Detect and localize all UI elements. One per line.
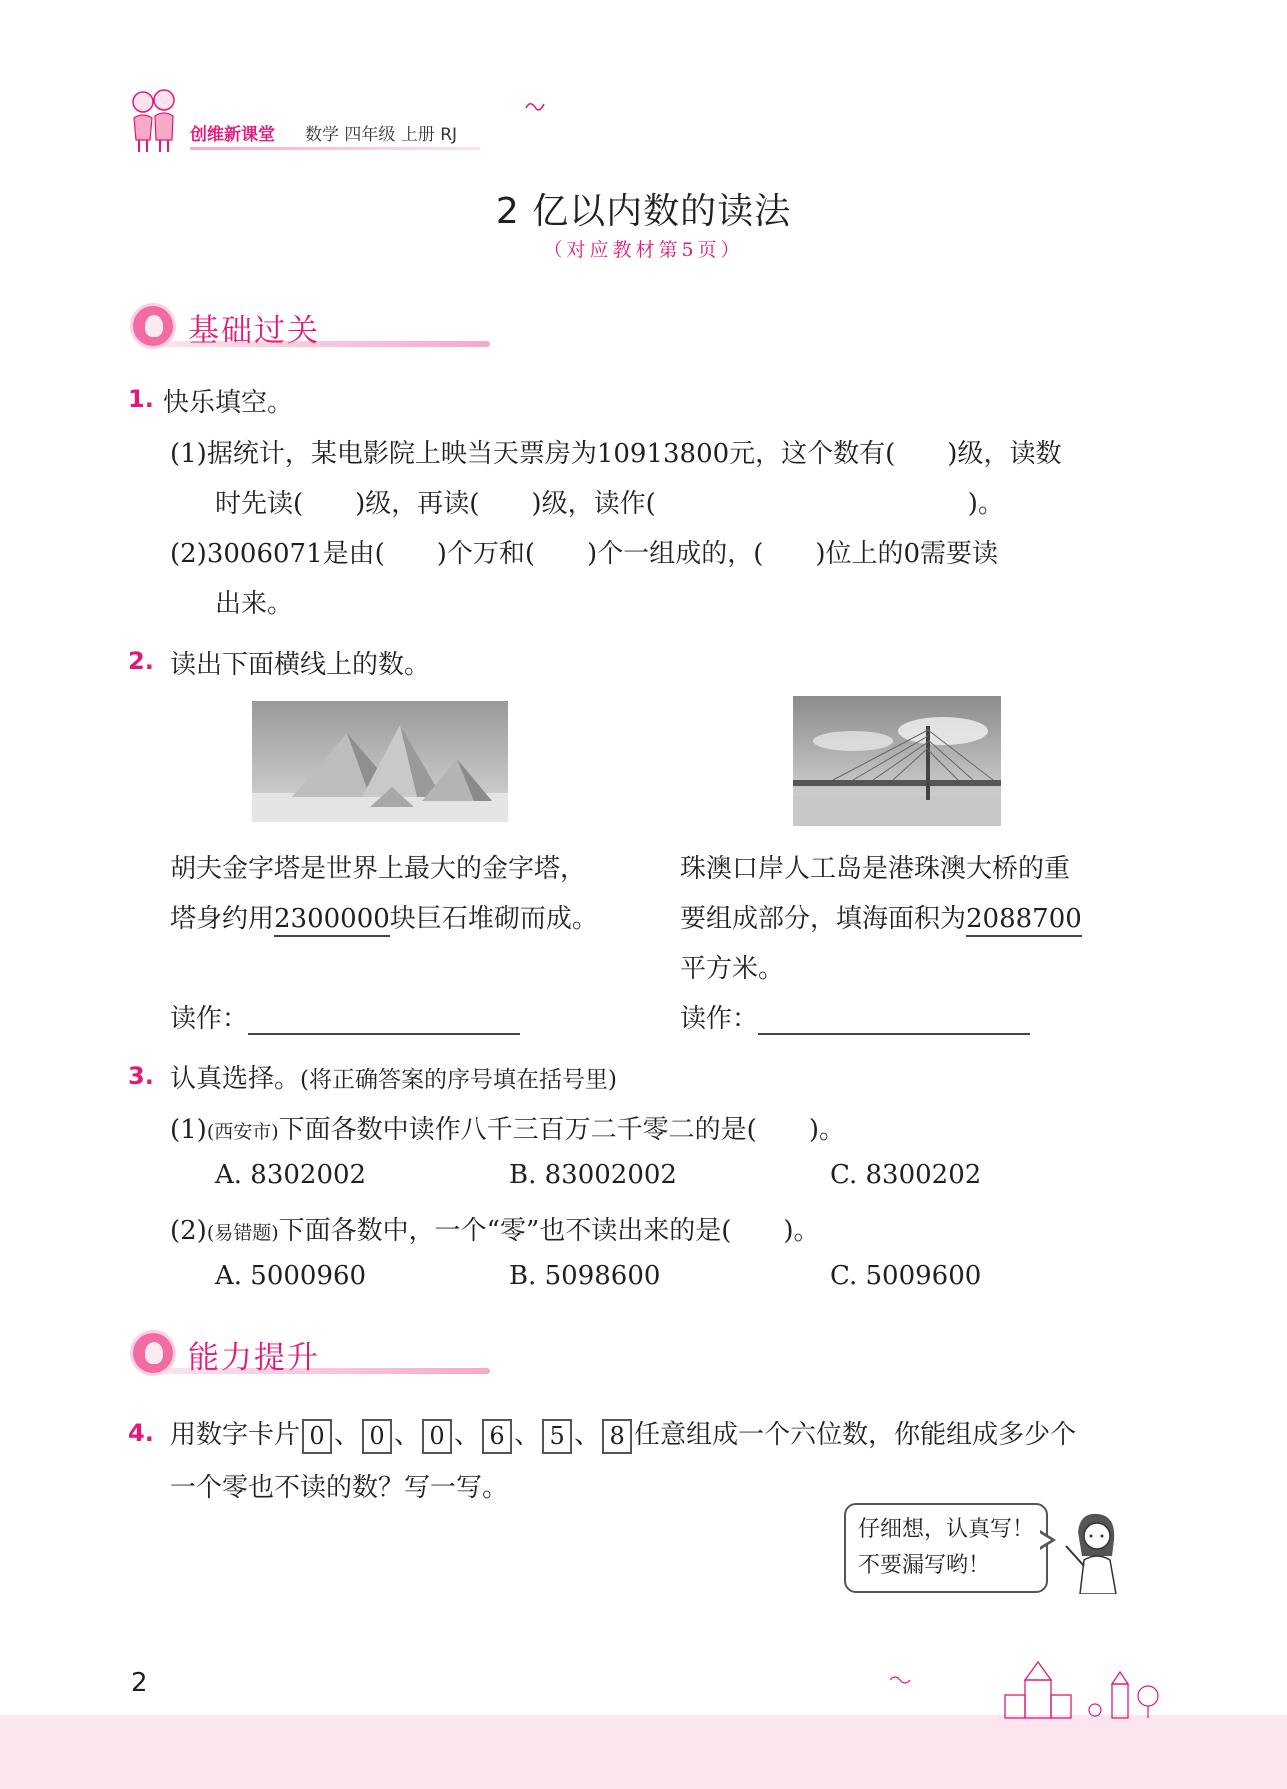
girl-avatar-icon <box>130 303 176 349</box>
question-3-part2 <box>170 1210 820 1247</box>
question-1-part1-line1: (1)据统计，某电影院上映当天票房为10913800元，这个数有( )级，读数 <box>170 439 1062 469</box>
castle-decoration-icon <box>880 1650 1170 1720</box>
question-1-part2-line1: (2)3006071是由( )个万和( )个一组成的，( )位上的0需要读 <box>170 539 999 569</box>
bridge-number: 2088700 <box>966 904 1082 937</box>
question-2-heading: 读出下面横线上的数。 <box>170 650 431 680</box>
bridge-text-line3: 平方米。 <box>680 954 785 984</box>
question-3-part1-text: 下面各数中读作八千三百万二千零二的是( )。 <box>278 1115 845 1145</box>
question-3-part1-number: (1) <box>170 1115 207 1145</box>
digit-card: 6 <box>482 1419 512 1454</box>
hint-line2: 不要漏写哟！ <box>858 1553 991 1578</box>
teacher-illustration <box>1060 1510 1130 1594</box>
bridge-text-prefix: 要组成部分，填海面积为 <box>680 904 967 934</box>
pyramid-read-as-label: 读作： <box>170 1004 249 1034</box>
question-3-heading-row <box>170 1058 617 1095</box>
question-4-line2: 一个零也不读的数？写一写。 <box>170 1473 509 1503</box>
question-1-number: 1. <box>128 385 154 413</box>
bridge-text-line2 <box>680 898 1082 935</box>
footer-band <box>0 1715 1287 1789</box>
swirl-decoration-icon <box>524 98 546 116</box>
header-underline <box>190 147 480 150</box>
question-3-part2-tag: (易错题) <box>206 1222 279 1244</box>
question-3-part1-option-c[interactable]: C. 8300202 <box>830 1160 982 1190</box>
question-4-line1: 用数字卡片 0 、 0 、 0 、 6 、 5 、 8 任意组成一个六位数，你能组成多少个 <box>170 1414 1076 1454</box>
question-3-note: (将正确答案的序号填在括号里) <box>300 1067 617 1093</box>
question-3-part2-text: 下面各数中，一个“零”也不读出来的是( )。 <box>278 1216 820 1246</box>
pyramid-text-prefix: 塔身约用 <box>170 904 275 934</box>
pyramid-number: 2300000 <box>274 904 390 937</box>
section-banner-basic <box>130 303 500 349</box>
question-3-part2-number: (2) <box>170 1216 207 1246</box>
question-3-part2-option-a[interactable]: A. 5000960 <box>215 1261 367 1291</box>
question-4-suffix: 任意组成一个六位数，你能组成多少个 <box>634 1420 1077 1450</box>
question-3-part1-tag: (西安市) <box>206 1121 279 1143</box>
bridge-read-as-label: 读作： <box>680 1004 759 1034</box>
question-3-part1-option-b[interactable]: B. 83002002 <box>509 1160 677 1190</box>
question-3-part1-option-a[interactable]: A. 8302002 <box>215 1160 367 1190</box>
question-3-part2-option-b[interactable]: B. 5098600 <box>509 1261 661 1291</box>
header-book-info: 数学 四年级 上册 RJ <box>305 125 458 145</box>
question-3-part2-option-c[interactable]: C. 5009600 <box>830 1261 982 1291</box>
header-kids-illustration <box>128 88 180 154</box>
question-3-part1 <box>170 1109 845 1146</box>
question-2-number: 2. <box>128 647 154 675</box>
digit-card: 0 <box>362 1419 392 1454</box>
speech-bubble-tail-inner <box>1038 1532 1051 1548</box>
pyramid-text-suffix: 块巨石堆砌而成。 <box>389 904 598 934</box>
digit-card: 8 <box>602 1419 632 1454</box>
pyramid-text-line1: 胡夫金字塔是世界上最大的金字塔， <box>170 854 587 884</box>
section-title-basic: 基础过关 <box>188 313 320 349</box>
question-1-part2-line2: 出来。 <box>215 589 294 619</box>
pyramid-answer-blank[interactable] <box>248 1007 520 1035</box>
question-4-prefix: 用数字卡片 <box>170 1420 301 1450</box>
digit-card: 0 <box>422 1419 452 1454</box>
page-title: 2 亿以内数的读法 <box>495 191 792 232</box>
header-brand: 创维新课堂 <box>190 125 275 145</box>
question-1-part1-line2: 时先读( )级，再读( )级，读作( )。 <box>215 489 1004 519</box>
pyramid-text-line2 <box>170 898 598 935</box>
digit-card: 0 <box>302 1419 332 1454</box>
pyramid-answer-row <box>170 998 520 1035</box>
pyramids-photo <box>252 701 508 822</box>
question-3-number: 3. <box>128 1062 154 1090</box>
girl-avatar-icon <box>130 1330 176 1376</box>
bridge-text-line1: 珠澳口岸人工岛是港珠澳大桥的重 <box>680 854 1071 884</box>
page-subtitle: （对应教材第5页） <box>543 239 744 261</box>
question-3-heading: 认真选择。 <box>170 1064 301 1094</box>
hint-line1: 仔细想，认真写！ <box>858 1517 1035 1542</box>
digit-card: 5 <box>542 1419 572 1454</box>
question-4-number: 4. <box>128 1419 154 1447</box>
question-1-heading: 快乐填空。 <box>163 388 294 418</box>
page-number: 2 <box>131 1668 148 1698</box>
section-title-advanced: 能力提升 <box>188 1340 320 1376</box>
bridge-answer-blank[interactable] <box>758 1007 1030 1035</box>
bridge-answer-row <box>680 998 1030 1035</box>
section-banner-advanced <box>130 1330 500 1376</box>
bridge-photo <box>793 696 1001 826</box>
